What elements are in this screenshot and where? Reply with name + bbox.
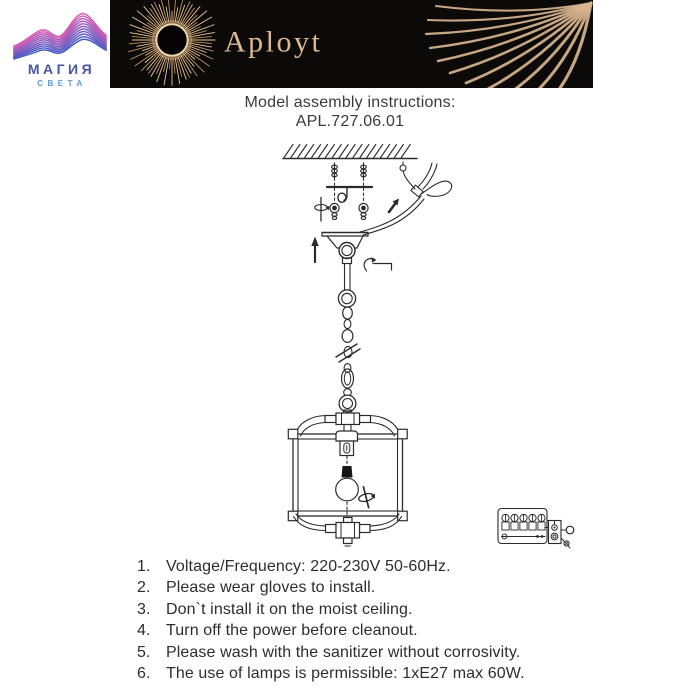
item-number: 6. bbox=[137, 665, 151, 683]
suspension-chain bbox=[336, 290, 360, 412]
lamp-socket bbox=[336, 431, 358, 466]
item-text: Turn off the power before cleanout. bbox=[166, 622, 418, 640]
anchor-screw-left bbox=[330, 163, 339, 220]
item-text: The use of lamps is permissible: 1xE27 max 60W. bbox=[166, 665, 525, 683]
anchor-screw-right bbox=[359, 163, 368, 220]
item-text: Voltage/Frequency: 220-230V 50-60Hz. bbox=[166, 558, 451, 575]
logo-subtitle: СВЕТА bbox=[37, 79, 87, 88]
item-number: 1. bbox=[137, 558, 151, 575]
terminal-block-diagram bbox=[498, 509, 574, 549]
item-number: 5. bbox=[137, 643, 151, 661]
model-code: APL.727.06.01 bbox=[295, 113, 405, 130]
lamp-bottom-fitting bbox=[294, 514, 402, 546]
item-text: Please wear gloves to install. bbox=[166, 579, 376, 597]
power-wires bbox=[360, 162, 452, 235]
rotate-symbol-canopy bbox=[364, 257, 391, 271]
instruction-item bbox=[137, 663, 617, 684]
ceiling-hook bbox=[338, 188, 347, 202]
light-bulb bbox=[336, 466, 359, 518]
item-number: 3. bbox=[137, 600, 151, 618]
brand-name: Aployt bbox=[224, 25, 323, 59]
rotate-symbol-bulb bbox=[356, 485, 378, 510]
logo-title: МАГИЯ bbox=[27, 61, 96, 77]
rotate-symbol-anchor bbox=[315, 198, 330, 222]
page-title: Model assembly instructions: bbox=[244, 94, 456, 111]
canopy bbox=[322, 233, 368, 291]
instruction-item bbox=[137, 599, 617, 620]
item-number: 2. bbox=[137, 579, 151, 597]
direction-arrow-wires bbox=[389, 199, 399, 213]
item-text: Please wash with the sanitizer without corrosivity. bbox=[166, 643, 521, 661]
item-text: Don`t install it on the moist ceiling. bbox=[166, 600, 413, 618]
up-arrow bbox=[311, 237, 318, 263]
instructions-list bbox=[137, 556, 617, 684]
ceiling-hatch bbox=[283, 145, 417, 159]
instruction-item bbox=[137, 556, 617, 577]
item-number: 4. bbox=[137, 622, 151, 640]
instruction-item bbox=[137, 620, 617, 641]
instruction-item bbox=[137, 642, 617, 663]
instruction-item bbox=[137, 577, 617, 598]
